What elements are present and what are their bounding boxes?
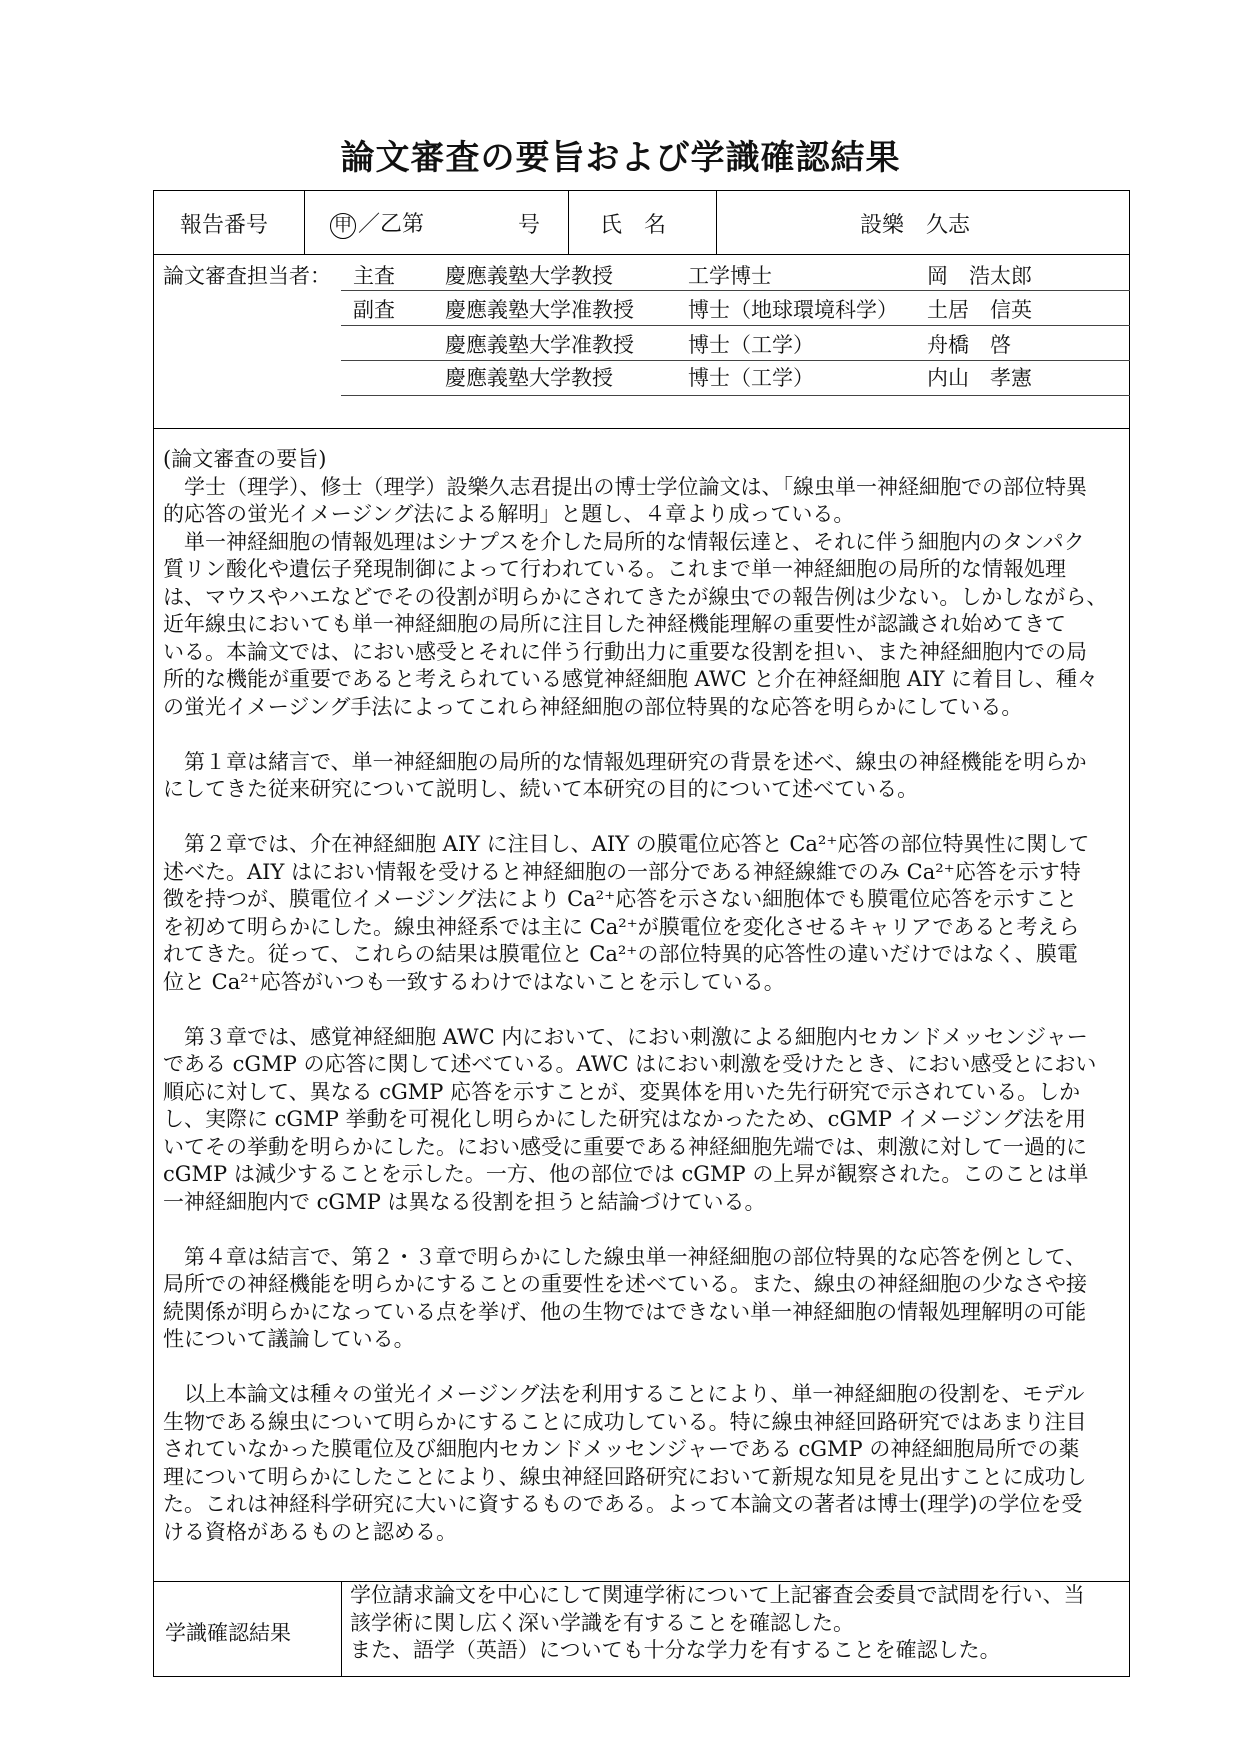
summary-line: た。これは神経科学研究に大いに資するものである。よって本論文の著者は博士(理学)の学位を受: [163, 1492, 1083, 1516]
summary-line: 徴を持つが、膜電位イメージング法により Ca²⁺応答を示さない細胞体でも膜電位応答を示すこと: [163, 887, 1078, 911]
summary-line: は、マウスやハエなどでその役割が明らかにされてきたが線虫での報告例は少ない。しかしながら、: [163, 584, 1108, 609]
summary-line: である cGMP の応答に関して述べている。AWC はにおい刺激を受けたとき、におい感受とにおい: [163, 1052, 1097, 1076]
reviewer-affiliation: 慶應義塾大学准教授: [445, 333, 634, 357]
summary-line: 単一神経細胞の情報処理はシナプスを介した局所的な情報伝達と、それに伴う細胞内のタンパク: [163, 529, 1085, 554]
summary-line: を初めて明らかにした。線虫神経系では主に Ca²⁺が膜電位を変化させるキャリアであると考えら: [163, 914, 1080, 939]
final-line: 該学術に関し広く深い学識を有することを確認した。: [350, 1610, 854, 1635]
kou-circled: 甲: [330, 213, 356, 239]
document-title: 論文審査の要旨および学識確認結果: [340, 138, 901, 178]
reviewer-row-underline: [341, 395, 1130, 396]
report-number-label: 報告番号: [180, 213, 269, 238]
reviewer-row-underline: [341, 360, 1130, 361]
summary-line: 生物である線虫について明らかにすることに成功している。特に線虫神経回路研究ではあまり注目: [163, 1409, 1087, 1434]
name-label: 氏 名: [600, 213, 667, 238]
summary-line: 位と Ca²⁺応答がいつも一致するわけではないことを示している。: [163, 969, 785, 994]
summary-line: 第４章は結言で、第２・３章で明らかにした線虫単一神経細胞の部位特異的な応答を例として、: [163, 1244, 1087, 1269]
final-label: 学識確認結果: [165, 1621, 291, 1645]
summary-line: [163, 721, 1107, 749]
summary-line: いてその挙動を明らかにした。におい感受に重要である神経細胞先端では、刺激に対して一過的に: [163, 1134, 1087, 1159]
reviewer-degree: 博士（地球環境科学）: [688, 298, 898, 322]
summary-line: の蛍光イメージング手法によってこれら神経細胞の部位特異的な応答を明らかにしている。: [163, 694, 1023, 719]
summary-line: 近年線虫においても単一神経細胞の局所に注目した神経機能理解の重要性が認識され始めてきて: [163, 612, 1066, 636]
summary-line: 性について議論している。: [163, 1327, 415, 1351]
summary-line: し、実際に cGMP 挙動を可視化し明らかにした研究はなかったため、cGMP イメージング法を用: [163, 1107, 1086, 1131]
reviewer-row-underline: [341, 325, 1130, 326]
reviewer-degree: 工学博士: [688, 264, 772, 288]
reviewer-name: 岡 浩太郎: [927, 264, 1032, 288]
divider: [341, 1581, 342, 1677]
reviewer-degree: 博士（工学）: [688, 366, 814, 390]
summary-line: 学士（理学）、修士（理学）設樂久志君提出の博士学位論文は、「線虫単一神経細胞での部位特異: [163, 474, 1087, 499]
summary-line: 以上本論文は種々の蛍光イメージング法を利用することにより、単一神経細胞の役割を、モデル: [163, 1382, 1085, 1406]
reviewer-affiliation: 慶應義塾大学准教授: [445, 298, 634, 322]
reviewer-name: 内山 孝憲: [927, 366, 1032, 390]
summary-line: (論文審査の要旨): [163, 447, 327, 471]
reviewer-affiliation: 慶應義塾大学教授: [445, 264, 613, 288]
summary-line: [163, 996, 1107, 1024]
reviewer-name: 舟橋 啓: [927, 333, 1011, 357]
divider: [153, 428, 1130, 429]
review-summary: [163, 446, 1107, 1546]
summary-line: ける資格があるものと認める。: [163, 1519, 457, 1544]
summary-line: 局所での神経機能を明らかにすることの重要性を述べている。また、線虫の神経細胞の少なさや接: [163, 1272, 1087, 1296]
summary-line: 続関係が明らかになっている点を挙げ、他の生物ではできない単一神経細胞の情報処理解明の可能: [163, 1299, 1087, 1324]
divider: [153, 254, 1130, 255]
final-line: また、語学（英語）についても十分な学力を有することを確認した。: [350, 1638, 1001, 1662]
summary-line: いる。本論文では、におい感受とそれに伴う行動出力に重要な役割を担い、また神経細胞内での局: [163, 639, 1087, 664]
reviewers-label: 論文審査担当者：: [163, 264, 331, 288]
report-number-field: [330, 207, 424, 239]
reviewer-role: 主査: [353, 264, 395, 288]
summary-line: 第１章は緒言で、単一神経細胞の局所的な情報処理研究の背景を述べ、線虫の神経機能を明らか: [163, 749, 1087, 774]
summary-line: 理について明らかにしたことにより、線虫神経回路研究において新規な知見を見出すことに成功し: [163, 1464, 1087, 1489]
divider: [716, 190, 717, 254]
summary-line: されていなかった膜電位及び細胞内セカンドメッセンジャーである cGMP の神経細胞局所での薬: [163, 1437, 1080, 1461]
final-result-text: [350, 1582, 1085, 1665]
final-line: 学位請求論文を中心にして関連学術について上記審査会委員で試問を行い、当: [350, 1583, 1085, 1607]
summary-line: 質リン酸化や遺伝子発現制御によって行われている。これまで単一神経細胞の局所的な情報処理: [163, 557, 1066, 581]
name-value: 設樂 久志: [860, 213, 971, 238]
reviewer-role: 副査: [353, 298, 395, 322]
summary-line: 順応に対して、異なる cGMP 応答を示すことが、変異体を用いた先行研究で示されている。しか: [163, 1079, 1081, 1104]
summary-line: 第３章では、感覚神経細胞 AWC 内において、におい刺激による細胞内セカンドメッセンジャー: [163, 1024, 1088, 1049]
summary-line: [163, 804, 1107, 832]
divider: [304, 190, 305, 254]
otsu-dai: ／乙第: [358, 212, 425, 237]
summary-line: 一神経細胞内で cGMP は異なる役割を担うと結論づけている。: [163, 1189, 766, 1214]
divider: [568, 190, 569, 254]
summary-line: 述べた。AIY はにおい情報を受けると神経細胞の一部分である神経線維でのみ Ca²⁺応答を示す特: [163, 859, 1081, 884]
gou-label: 号: [518, 213, 541, 238]
summary-line: にしてきた従来研究について説明し、続いて本研究の目的について述べている。: [163, 777, 919, 801]
summary-line: cGMP は減少することを示した。一方、他の部位では cGMP の上昇が観察された。このことは単: [163, 1162, 1089, 1186]
summary-line: 的応答の蛍光イメージング法による解明」と題し、４章より成っている。: [163, 502, 855, 526]
reviewer-row-underline: [341, 290, 1130, 291]
reviewer-affiliation: 慶應義塾大学教授: [445, 366, 613, 390]
summary-line: [163, 1354, 1107, 1382]
summary-line: れてきた。従って、これらの結果は膜電位と Ca²⁺の部位特異的応答性の違いだけではなく、膜電: [163, 942, 1078, 966]
summary-line: 所的な機能が重要であると考えられている感覚神経細胞 AWC と介在神経細胞 AIY に着目し、種々: [163, 667, 1098, 691]
summary-line: [163, 1216, 1107, 1244]
reviewer-name: 土居 信英: [927, 298, 1032, 322]
reviewer-degree: 博士（工学）: [688, 333, 814, 357]
summary-line: 第２章では、介在神経細胞 AIY に注目し、AIY の膜電位応答と Ca²⁺応答の部位特異性に関して: [163, 832, 1090, 856]
